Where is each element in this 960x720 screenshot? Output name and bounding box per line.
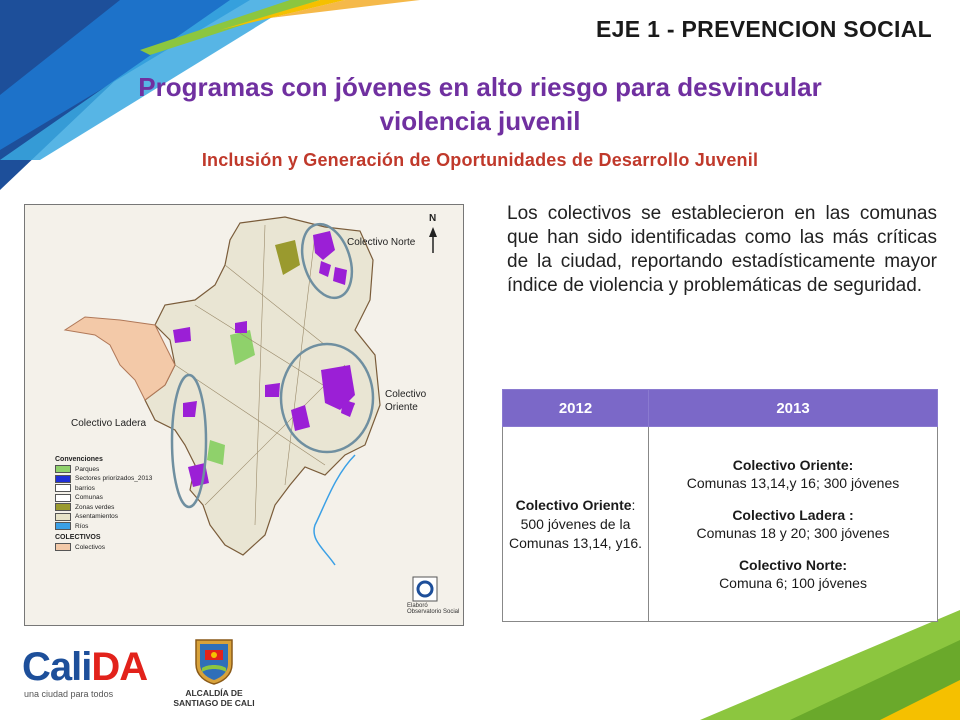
alcaldia-logo-text xyxy=(158,688,270,708)
legend-label: Ríos xyxy=(75,522,89,530)
group-body: Comunas 18 y 20; 300 jóvenes xyxy=(696,525,890,541)
calida-logo xyxy=(22,645,147,690)
cell-2012 xyxy=(503,427,649,622)
legend-label: Comunas xyxy=(75,494,103,501)
city-map xyxy=(24,204,464,626)
table-row xyxy=(503,427,938,622)
legend-colectivos-title: COLECTIVOS xyxy=(55,534,101,541)
legend-item xyxy=(55,522,185,532)
cell-2012-body: 500 jóvenes de la Comunas 13,14, y16. xyxy=(508,515,643,551)
legend-item xyxy=(55,543,185,553)
legend-swatch xyxy=(55,522,71,530)
map-drawing xyxy=(25,205,465,627)
legend-label: Asentamientos xyxy=(75,513,118,520)
page-subtitle: Inclusión y Generación de Oportunidades de Desarrollo Juvenil xyxy=(201,150,759,170)
alcaldia-line1: ALCALDÍA DE xyxy=(185,688,243,698)
group-body: Comunas 13,14,y 16; 300 jóvenes xyxy=(686,475,900,491)
legend-swatch xyxy=(55,465,71,473)
map-credit: Elaboró Observatorio Social xyxy=(407,603,460,615)
header-2012: 2012 xyxy=(503,390,649,427)
legend-item xyxy=(55,512,185,522)
legend-item xyxy=(55,465,185,475)
legend-swatch xyxy=(55,475,71,483)
legend-label: Parques xyxy=(75,465,100,473)
legend-swatch xyxy=(55,513,71,521)
colectivos-table xyxy=(502,389,938,622)
sector-center xyxy=(265,383,280,397)
table-header-row xyxy=(503,390,938,427)
legend-swatch xyxy=(55,543,71,551)
legend-item xyxy=(55,474,185,484)
legend-label: Colectivos xyxy=(75,543,105,551)
map-label-ladera: Colectivo Ladera xyxy=(71,418,147,429)
description-paragraph: Los colectivos se establecieron en las comunas que han sido identificadas como las más críticas de la ciudad, reportando estadísticamente mayor índice de violencia y problemáticas de seguridad. xyxy=(507,203,937,296)
sector-center xyxy=(235,321,247,333)
map-label-norte: Colectivo Norte xyxy=(347,237,416,248)
north-arrow-icon xyxy=(429,227,437,253)
legend-swatch xyxy=(55,484,71,492)
header-2013: 2013 xyxy=(649,390,938,427)
cell-2013 xyxy=(649,427,938,622)
cell-2012-title: Colectivo Oriente xyxy=(515,496,632,513)
ladera-zone xyxy=(65,317,175,400)
legend-swatch xyxy=(55,494,71,502)
section-title: EJE 1 - PREVENCION SOCIAL xyxy=(596,16,932,42)
calida-logo-accent: DA xyxy=(91,645,148,689)
map-legend xyxy=(55,455,185,552)
calida-logo-main: Cali xyxy=(22,645,92,689)
legend-swatch xyxy=(55,503,71,511)
group-ladera xyxy=(651,506,935,542)
group-norte xyxy=(651,556,935,592)
cell-2012-colon: : xyxy=(631,496,636,513)
calida-tagline: una ciudad para todos xyxy=(24,689,114,699)
alcaldia-line2: SANTIAGO DE CALI xyxy=(173,698,255,708)
group-title: Colectivo Oriente: xyxy=(732,457,854,473)
legend-label: Sectores priorizados_2013 xyxy=(75,475,153,482)
legend-item xyxy=(55,493,185,503)
group-oriente xyxy=(651,456,935,492)
page-title: Programas con jóvenes en alto riesgo para desvincular violencia juvenil xyxy=(138,72,822,136)
bottom-right-ribbon-decoration xyxy=(640,610,960,720)
legend-item xyxy=(55,484,185,494)
group-title: Colectivo Norte: xyxy=(738,557,848,573)
legend-title: Convenciones xyxy=(55,456,103,463)
sector-ladera xyxy=(183,401,197,417)
north-label: N xyxy=(429,213,437,224)
group-title: Colectivo Ladera : xyxy=(732,507,854,523)
legend-label: barrios xyxy=(75,484,95,492)
map-label-oriente: Colectivo Oriente xyxy=(385,389,427,413)
legend-item xyxy=(55,503,185,513)
group-body: Comuna 6; 100 jóvenes xyxy=(719,575,867,591)
legend-label: Zonas verdes xyxy=(75,503,115,511)
coat-of-arms-icon xyxy=(192,636,236,686)
